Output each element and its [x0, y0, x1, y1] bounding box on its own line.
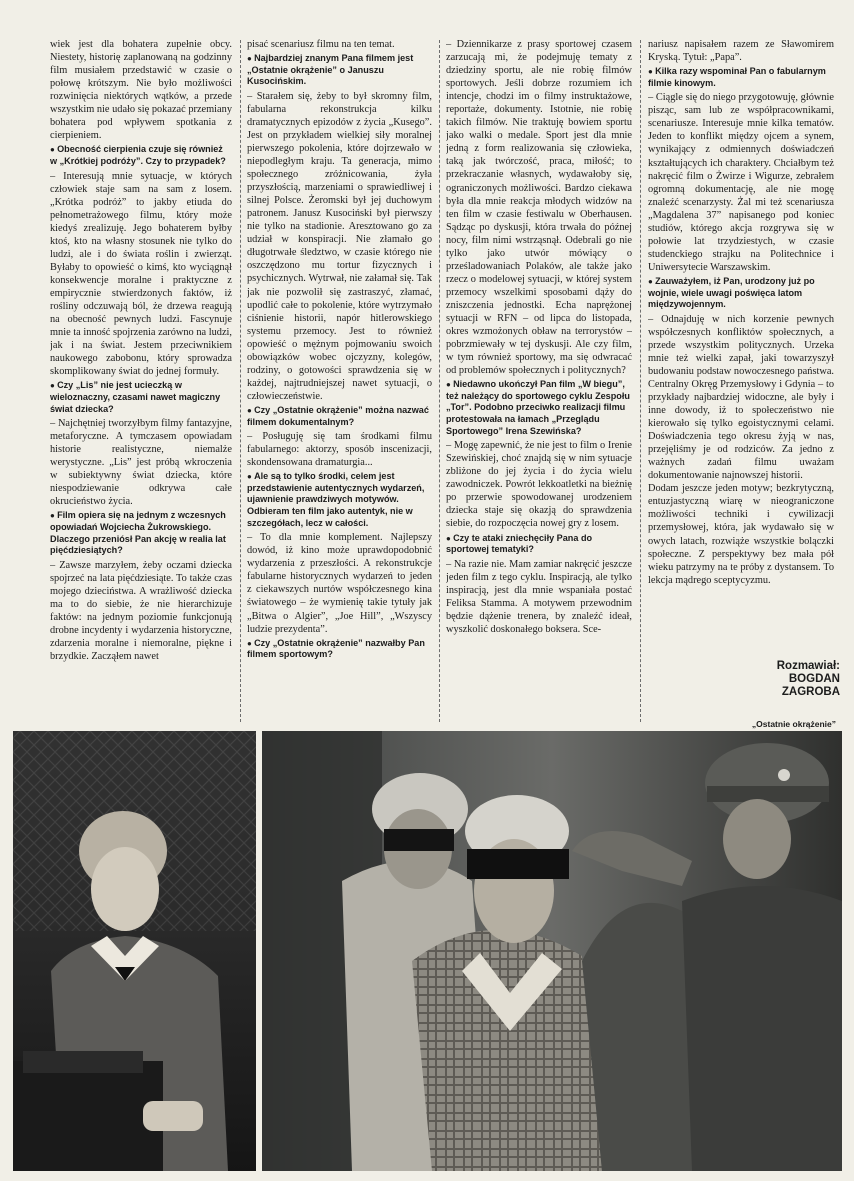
interview-question: ● Ale są to tylko środki, celem jest przedstawienie autentycznych wydarzeń, ujawnienie prawdziwych motywów. Odbieram ten film jako autentyk, nie w szczegółach, lecz w całości.	[247, 471, 432, 529]
interview-question: ● Obecność cierpienia czuje się również w „Krótkiej podróży”. Czy to przypadek?	[50, 144, 232, 167]
column-divider	[439, 40, 440, 722]
interview-question: ● Najbardziej znanym Pana filmem jest „Ostatnie okrążenie” o Januszu Kusocińskim.	[247, 53, 432, 88]
interview-answer: – Interesują mnie sytuacje, w których człowiek staje sam na sam z losem. „Krótka podróż” to jakby etiuda do pełnometrażowego filmu, który może kiedyś zrealizuję. Jego bohaterem byłby ktoś, kto na własny stosunek nie tylko do ludzi, ale i do świata roślin i zwierząt. Byłaby to opowieść o kimś, kto wyciągnął konsekwencje moralne i praktyczne z empirycznie stwierdzonych faktów, iż rośliny odczuwają ból, że drzewa reagują na obecność pewnych ludzi. Fascynuje mnie ta inność spojrzenia zarówno na ludzi, jak i na świat. Jestem przeciwnikiem naukowego zabobonu, który sprowadza skomplikowany świat do jednej formuły.	[50, 170, 232, 378]
interview-question: ● Kilka razy wspominał Pan o fabularnym filmie kinowym.	[648, 66, 834, 89]
interview-question: ● Zauważyłem, iż Pan, urodzony już po wojnie, wiele uwagi poświęca latom międzywojennym.	[648, 276, 834, 311]
interview-answer: – Mogę zapewnić, że nie jest to film o Irenie Szewińskiej, choć znajdą się w nim sytuacje zbliżone do jej życia i do życia wielu zawodniczek. Powrót lekkoatletki na bieżnię po przerwie spowodowanej urodzeniem dziecka staje się okazją do sprawdzenia siebie, do rozpoczęcia nowej gry z losem.	[446, 440, 632, 530]
interviewer-signature	[700, 660, 840, 699]
film-still-blindfolded-prisoners	[262, 731, 842, 1171]
interview-question: ● Czy „Lis” nie jest ucieczką w wieloznaczny, czasami nawet magiczny świat dziecka?	[50, 380, 232, 415]
interview-answer: – Zawsze marzyłem, żeby oczami dziecka spojrzeć na lata pięćdziesiąte. To także czas mojego dzieciństwa. A wrażliwość dziecka ma to do siebie, że nie hierarchizuje faktów: na jednym poziomie funkcjonują drobne incydenty i wydarzenia historyczne, zdarzenia moralne i niemoralne, piękne i brzydkie. Zacząłem nawet	[50, 559, 232, 663]
interview-answer: – Posługuję się tam środkami filmu fabularnego: aktorzy, sposób inscenizacji, skondensowana dramaturgia...	[247, 431, 432, 469]
interview-answer: nariusz napisałem razem ze Sławomirem Kryską. Tytuł: „Papa”.	[648, 39, 834, 64]
interview-answer: – To dla mnie komplement. Najlepszy dowód, iż kino może uprawdopodobnić wydarzenia z przeszłości. A rekonstrukcje fabularne historycznych wydarzeń to jeden z ciekawszych nurtów współczesnego kina światowego – że wymienię takie tytuły jak „Bitwa o Algier”, „Joe Hill”, „Wszyscy ludzie prezydenta”.	[247, 532, 432, 635]
interview-answer: pisać scenariusz filmu na ten temat.	[247, 39, 395, 50]
interview-answer: – Dziennikarze z prasy sportowej czasem zarzucają mi, że podejmuję tematy z dziedziny sportu, ale nie robię filmów sportowych. Jeśli dobrze rozumiem ich intencje, chodzi im o filmy instruktażowe, reportaże, dokumenty. Istotnie, nie robię takich filmów. Nie traktuję bowiem sportu jako walki o medale. Sport jest dla mnie jedną z form realizowania się człowieka, taką jak twórczość, praca, miłość; to przekraczanie własnych, wydawałoby się, ograniczonych możliwości. Bardzo ciekawa była dla mnie reakcja młodych widzów na ten film w czasie festiwalu w Oberhausen. Sądząc po dyskusji, która trwała do późnej nocy, film nimi wstrząsnął. Odebrali go nie tylko jako utwór mówiący o prześladowaniach Polaków, ale także jako rzecz o modelowej sytuacji, w której system przemocy wszelkimi sposobami dąży do zniszczenia jednostki. Echa naprężonej sytuacji w RFN – od lipca do listopada, okres wzmożonych obław na terrorystów – pobrzmiewały w tej dyskusji. Ale czy film, w tym również sportowy, ma się odwracać od problemów społecznych i politycznych?	[446, 39, 632, 377]
interview-answer: wiek jest dla bohatera zupełnie obcy. Niestety, historię zaplanowaną na godzinny film musiałem przedstawić w czasie o połowę krótszym. Nie było możliwości rozwinięcia niektórych wątków, a przede wszystkim nie udało się pokazać przemiany bohatera pod wpływem spotkania z cierpieniem.	[50, 39, 232, 142]
text-column-2	[247, 38, 432, 722]
text-column-4	[648, 38, 834, 722]
signature-label: Rozmawiał:	[776, 660, 840, 672]
interview-answer: – Starałem się, żeby to był skromny film, fabularna rekonstrukcja kilku dramatycznych epizodów z życia „Kusego”. Jest on przykładem wielkiej siły moralnej pierwszego pokolenia, które dojrzewało w niepodległym kraju. Ta generacja, mimo społecznego zróżnicowania, żyła przyszłością, marzeniami o sprawiedliwej i silnej Polsce. Żeromski był jej duchowym patronem. Janusz Kusociński był pierwszy nie tylko na stadionie. Aresztowano go za udział w konspiracji. Nie złamało go długotrwałe śledztwo, w czasie którego nie oszczędzono mu tortur fizycznych i psychicznych. Wytrwał, nie załamał się. Tak jak nie pozwolił się zastraszyć, złamać, upodlić całe to pokolenie, które wytrzymało ciśnienie historii, napór hitlerowskiego systemu przemocy. Jest to również opowieść o mężnym pojmowaniu swoich obowiązków wobec ojczyzny, kolegów, rodziny, o gotowości sprawdzenia się w każdej, najtrudniejszej nawet sytuacji, o człowieczeństwie.	[247, 90, 432, 402]
interview-question: ● Czy „Ostatnie okrążenie” nazwałby Pan filmem sportowym?	[247, 638, 432, 661]
interview-answer: – Odnajduję w nich korzenie pewnych współczesnych konfliktów społecznych, a przede wszystkim politycznych. Urzeka mnie też wielki zapał, jaki towarzyszył budowaniu podstaw nowoczesnego państwa. Centralny Okręg Przemysłowy i Gdynia – to przykłady najbardziej widoczne, ale były i inne dowody, iż to społeczeństwo nie kierowało się tylko egoistycznymi celami. Doświadczenia tego okresu żyją w nas, przejęliśmy je od rodziców. Za jedno z ważnych zadań filmu uważam dokumentowanie najnowszej historii.	[648, 313, 834, 482]
signature-last-name: ZAGROBA	[781, 686, 840, 698]
interview-question: ● Film opiera się na jednym z wczesnych opowiadań Wojciecha Żukrowskiego. Dlaczego przeniósł Pan akcję w realia lat pięćdziesiątych?	[50, 510, 232, 556]
column-divider	[640, 40, 641, 722]
interview-answer: – Na razie nie. Mam zamiar nakręcić jeszcze jeden film z tego cyklu. Inspiracją, ale tylko inspiracją, jest dla mnie wspaniała postać Feliksa Stamma. A motywem przewodnim będzie dążenie trenera, by znaleźć ideał, wyszkolić doskonałego boksera. Sce-	[446, 558, 632, 635]
interview-question: ● Czy „Ostatnie okrążenie” można nazwać filmem dokumentalnym?	[247, 405, 432, 428]
interview-question: ● Niedawno ukończył Pan film „W biegu”, też należący do sportowego cyklu Zespołu „Tor”. Podobno przeciwko realizacji filmu protestowała na łamach „Przeglądu Sportowego” Irena Szewińska?	[446, 379, 632, 437]
interview-question: ● Czy te ataki zniechęciły Pana do sportowej tematyki?	[446, 533, 632, 556]
text-column-1	[50, 38, 232, 722]
interview-answer: Dodam jeszcze jeden motyw; bezkrytyczną, entuzjastyczną wiarę w nieograniczone możliwości techniki i cywilizacji przemysłowej, która, jak wydawało się w owych latach, rozwiąże wszystkie bolączki społeczne. Z perspektywy bez mała pół wieku patrzymy na te próby z dystansem. To lekcja mądrego sceptycyzmu.	[648, 483, 834, 586]
interview-answer: – Ciągle się do niego przygotowuję, głównie pisząc, sam lub ze współpracownikami, scenariusze. Interesuje mnie kilka tematów. Jeden to konflikt między ojcem a synem, wynikający z odmiennych doświadczeń kształtujących ich charaktery. Chciałbym też nakręcić film o Żwirze i Wigurze, zebrałem ogromną dokumentację, ale nie mogę znaleźć scenarzysty. Żal mi też scenariusza „Magdalena 37” napisanego pod koniec studiów, którego akcja rozgrywa się w połowie lat trzydziestych, w czasie studenckiego strajku na Politechnice i Uniwersytecie Warszawskim.	[648, 92, 834, 273]
signature-first-name: BOGDAN	[788, 673, 840, 685]
film-still-woman-typewriter	[13, 731, 256, 1171]
photo-caption: „Ostatnie okrążenie”	[751, 719, 836, 729]
interview-answer: – Najchętniej tworzyłbym filmy fantazyjne, metaforyczne. A tymczasem opowiadam historie realistyczne, niemalże werystyczne. „Lis” jest próbą wkroczenia w subiektywny świat dziecka, które niespodziewanie odkrywa całe okrucieństwo życia.	[50, 418, 232, 508]
column-divider	[240, 40, 241, 722]
text-column-3	[446, 38, 632, 722]
